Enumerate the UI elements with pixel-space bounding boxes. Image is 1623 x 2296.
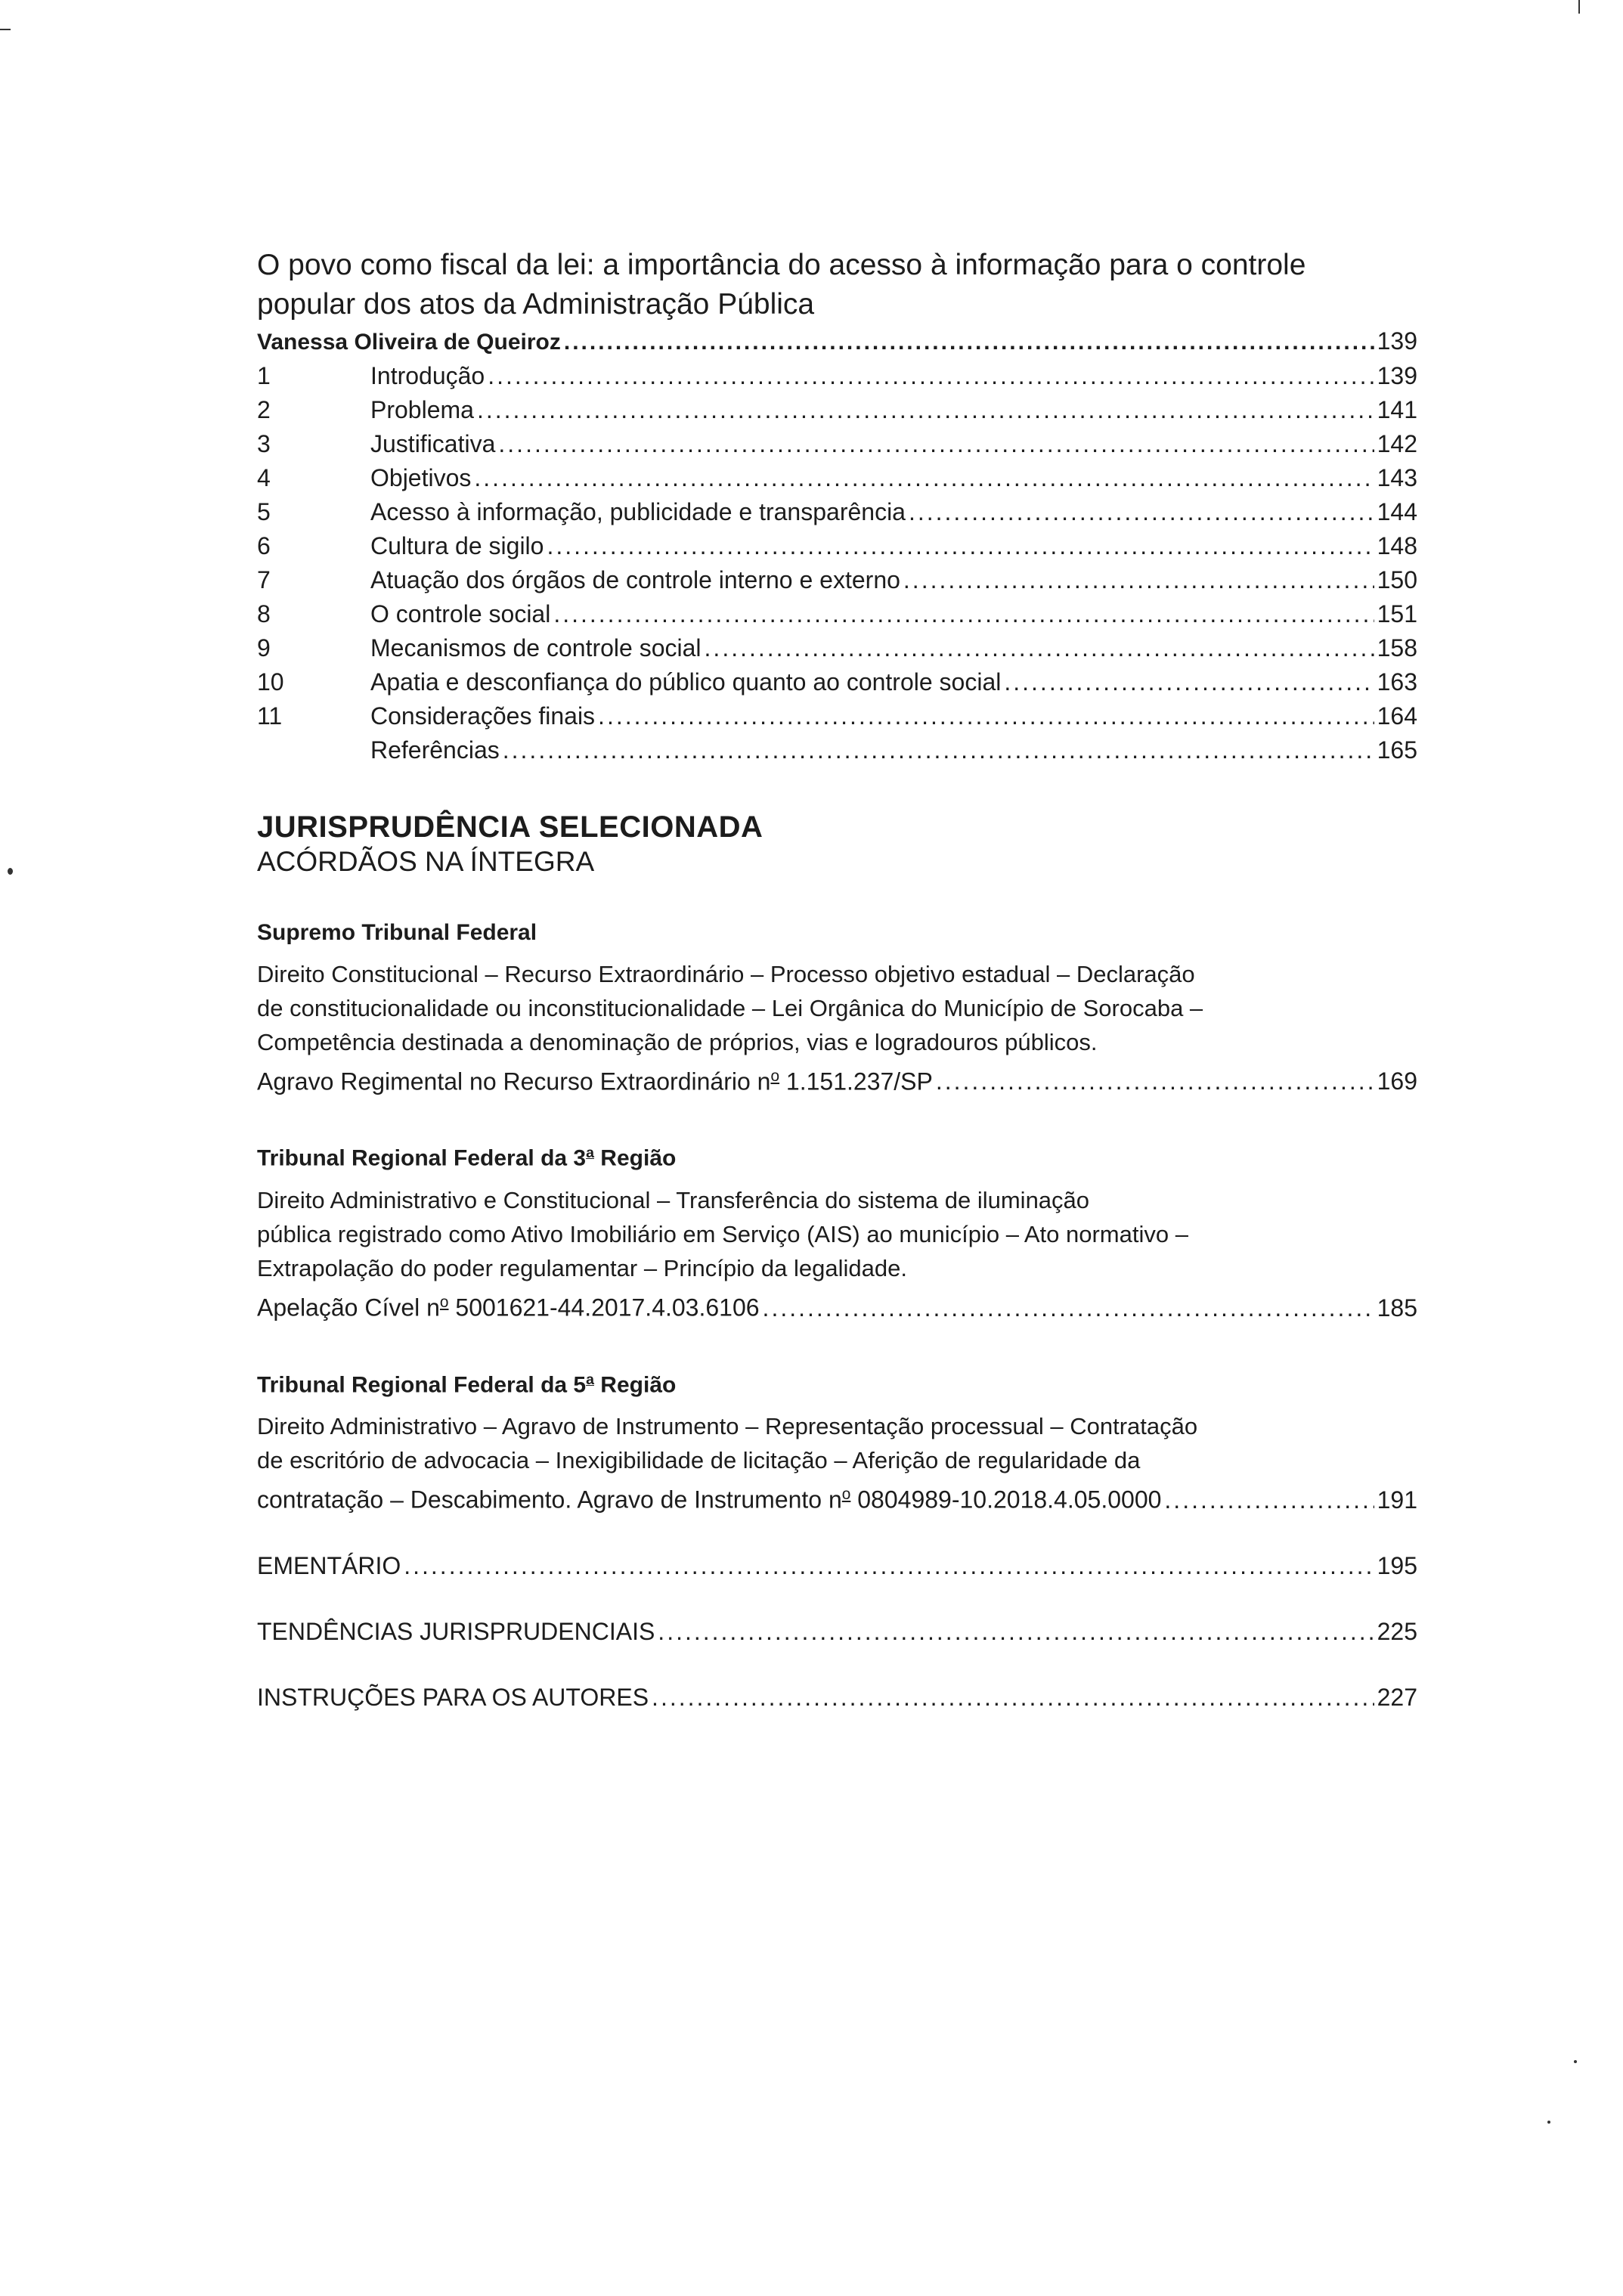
section-page-number: 163 [1377,668,1417,696]
case-page-number: 169 [1377,1067,1417,1095]
section-number: 6 [257,532,271,559]
case-description [257,1183,1417,1285]
section-label: O controle social [370,600,551,627]
scan-speck [1574,2060,1577,2063]
section-page-number: 139 [1377,362,1417,389]
misc-page-number: 225 [1377,1617,1417,1645]
section-number: 5 [257,498,271,525]
misc-label: TENDÊNCIAS JURISPRUDENCIAIS [257,1617,655,1645]
section-entry [257,461,1417,495]
section-page-number: 158 [1377,634,1417,662]
case-reference-prefix: contratação – Descabimento. Agravo de Instrumento n [257,1486,842,1514]
leader-dots [477,393,1374,427]
case-reference-number: 1.151.237/SP [779,1067,933,1095]
description-line: de constitucionalidade ou inconstitucionalidade – Lei Orgânica do Município de Sorocaba – [257,995,1203,1021]
leader-dots [652,1681,1374,1715]
section-title: JURISPRUDÊNCIA SELECIONADA [257,810,763,844]
ordinal-indicator: o [439,1294,449,1312]
leader-dots [598,699,1374,733]
section-entry [257,699,1417,733]
scan-speck [8,868,13,875]
section-label: Apatia e desconfiança do público quanto ao controle social [370,668,1002,696]
leader-dots [1164,1483,1374,1517]
section-label: Problema [370,396,474,423]
leader-dots [658,1615,1374,1649]
misc-entry-ementario [257,1549,1417,1583]
leader-dots [488,359,1374,393]
section-label: Considerações finais [370,702,596,730]
case-reference-number: 5001621-44.2017.4.03.6106 [448,1294,760,1322]
section-label: Justificativa [370,430,496,457]
article-title [257,246,1417,324]
court-name: Supremo Tribunal Federal [257,920,537,945]
section-entry [257,597,1417,631]
scan-speck [1547,2121,1550,2124]
section-page-number: 148 [1377,532,1417,559]
leader-dots [498,427,1374,461]
leader-dots [903,563,1374,597]
case-page-number: 185 [1377,1294,1417,1322]
scan-speck [1578,0,1580,14]
section-page-number: 141 [1377,396,1417,423]
case-reference-line [257,1477,1417,1517]
section-label: Objetivos [370,464,472,491]
leader-dots [404,1549,1374,1583]
ordinal-indicator: o [770,1067,780,1085]
section-page-number: 164 [1377,702,1417,730]
misc-entry-tendencias [257,1615,1417,1649]
court-name-suffix: Região [593,1372,677,1398]
section-entry [257,427,1417,461]
author-name: Vanessa Oliveira de Queiroz [257,330,561,355]
leader-dots [763,1291,1374,1325]
section-number: 10 [257,668,284,696]
section-list [257,359,1417,767]
description-line: Direito Constitucional – Recurso Extraordinário – Processo objetivo estadual – Declaração [257,961,1195,987]
section-label: Mecanismos de controle social [370,634,702,662]
case-reference [257,1059,933,1098]
section-entry [257,393,1417,427]
section-label: Introdução [370,362,485,389]
jurisprudence-entry [257,1365,1417,1517]
section-number: 2 [257,396,271,423]
section-entry [257,665,1417,699]
article-block [257,246,1417,767]
jurisprudence-entry [257,918,1417,1098]
leader-dots [564,325,1374,359]
section-entry [257,733,1417,767]
section-label: Acesso à informação, publicidade e transparência [370,498,906,525]
author-page-number: 139 [1377,327,1417,355]
case-reference-line [257,1285,1417,1325]
case-reference-number: 0804989-10.2018.4.05.0000 [850,1486,1162,1514]
section-page-number: 144 [1377,498,1417,525]
misc-sections [257,1549,1417,1715]
ordinal-indicator: a [586,1145,594,1162]
misc-page-number: 227 [1377,1683,1417,1711]
case-reference-prefix: Apelação Cível n [257,1294,440,1322]
article-title-line-2: popular dos atos da Administração Pública [257,288,815,321]
court-name-prefix: Tribunal Regional Federal da 3 [257,1146,587,1172]
section-label: Cultura de sigilo [370,532,544,559]
court-name [257,1365,1417,1401]
section-label: Referências [370,736,500,764]
court-name [257,1138,1417,1174]
jurisprudence-entry [257,1138,1417,1325]
ordinal-indicator: o [841,1486,851,1504]
author-line [257,324,1417,359]
section-number: 7 [257,566,271,593]
description-line: de escritório de advocacia – Inexigibilidade de licitação – Aferição de regularidade da [257,1447,1141,1474]
court-name-prefix: Tribunal Regional Federal da 5 [257,1372,587,1398]
misc-label: INSTRUÇÕES PARA OS AUTORES [257,1683,649,1711]
description-line: pública registrado como Ativo Imobiliário em Serviço (AIS) ao município – Ato normativo – [257,1221,1188,1248]
section-entry [257,529,1417,563]
description-line: Direito Administrativo – Agravo de Instrumento – Representação processual – Contratação [257,1413,1198,1440]
leader-dots [1004,665,1374,699]
misc-entry-instrucoes [257,1681,1417,1715]
leader-dots [503,733,1374,767]
leader-dots [547,529,1374,563]
section-page-number: 151 [1377,600,1417,627]
case-description [257,1409,1417,1477]
section-page-number: 142 [1377,430,1417,457]
case-reference-prefix: Agravo Regimental no Recurso Extraordinário n [257,1067,771,1095]
section-entry [257,631,1417,665]
leader-dots [936,1064,1374,1098]
leader-dots [553,597,1374,631]
description-line: Extrapolação do poder regulamentar – Princípio da legalidade. [257,1255,907,1282]
section-number: 4 [257,464,271,491]
section-subtitle: ACÓRDÃOS NA ÍNTEGRA [257,846,595,877]
case-description [257,957,1417,1059]
jurisprudencia-block [257,809,1417,1517]
section-entry [257,359,1417,393]
section-entry [257,495,1417,529]
article-title-line-1: O povo como fiscal da lei: a importância do acesso à informação para o controle [257,249,1306,281]
section-entry [257,563,1417,597]
section-page-number: 150 [1377,566,1417,593]
section-number: 8 [257,600,271,627]
description-line: Competência destinada a denominação de próprios, vias e logradouros públicos. [257,1029,1098,1055]
case-reference [257,1477,1161,1517]
case-reference [257,1285,760,1325]
leader-dots [474,461,1374,495]
case-page-number: 191 [1377,1486,1417,1514]
section-number: 1 [257,362,271,389]
section-label: Atuação dos órgãos de controle interno e externo [370,566,900,593]
leader-dots [909,495,1374,529]
table-of-contents [257,246,1417,1715]
description-line: Direito Administrativo e Constitucional – Transferência do sistema de iluminação [257,1187,1090,1214]
section-page-number: 165 [1377,736,1417,764]
section-page-number: 143 [1377,464,1417,491]
section-number: 11 [257,702,283,730]
misc-label: EMENTÁRIO [257,1551,401,1579]
section-number: 9 [257,634,271,662]
leader-dots [705,631,1374,665]
case-reference-line [257,1059,1417,1098]
misc-page-number: 195 [1377,1551,1417,1579]
scan-speck [0,29,11,30]
court-name-suffix: Região [593,1146,677,1172]
section-number: 3 [257,430,271,457]
ordinal-indicator: a [586,1371,594,1388]
